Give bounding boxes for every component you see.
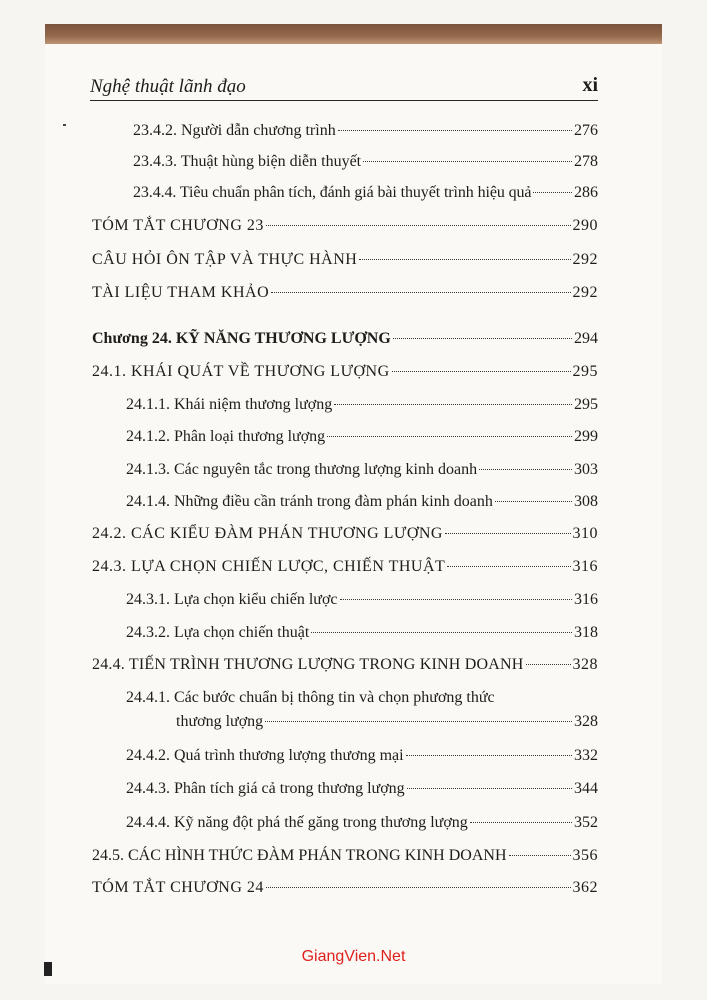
toc-entry-24-2[interactable] <box>92 525 598 543</box>
toc-entry-summary-24[interactable] <box>92 879 598 897</box>
toc-entry-24-4-4[interactable] <box>126 814 598 832</box>
toc-entry-24-3-2[interactable] <box>126 624 598 642</box>
dot-leader <box>265 721 572 722</box>
toc-entry-text: 24.4.4. Kỹ năng đột phá thế găng trong thương lượng <box>126 814 468 831</box>
toc-entry-23-4-3[interactable] <box>133 153 598 171</box>
toc-entry-24-4-3[interactable] <box>126 780 598 798</box>
toc-entry-text: 23.4.2. Người dẫn chương trình <box>133 122 336 139</box>
toc-entry-24-4[interactable] <box>92 656 598 674</box>
toc-entry-24-1-1[interactable] <box>126 396 598 414</box>
toc-entry-text: TÀI LIỆU THAM KHẢO <box>92 284 270 301</box>
toc-entry-page: 352 <box>574 814 598 831</box>
toc-entry-text: 24.4. TIẾN TRÌNH THƯƠNG LƯỢNG TRONG KINH DOANH <box>92 656 524 673</box>
dot-leader <box>392 371 571 372</box>
toc-entry-text: 24.3. LỰA CHỌN CHIẾN LƯỢC, CHIẾN THUẬT <box>92 558 446 575</box>
toc-entry-text: 24.3.2. Lựa chọn chiến thuật <box>126 624 310 641</box>
toc-entry-text: 24.5. CÁC HÌNH THỨC ĐÀM PHÁN TRONG KINH DOANH <box>92 847 507 864</box>
toc-entry-summary-23[interactable] <box>92 217 598 235</box>
dot-leader <box>447 566 570 567</box>
toc-entry-24-1[interactable] <box>92 363 598 381</box>
toc-entry-24-3[interactable] <box>92 558 598 576</box>
toc-entry-page: 295 <box>572 363 598 380</box>
toc-entry-23-4-4[interactable] <box>133 184 598 202</box>
toc-entry-24-4-1-line1: 24.4.1. Các bước chuẩn bị thông tin và chọn phương thức <box>126 689 495 706</box>
dot-leader <box>266 887 571 888</box>
toc-entry-page: 292 <box>572 251 598 268</box>
toc-entry-text: 24.1.1. Khái niệm thương lượng <box>126 396 333 413</box>
toc-entry-24-1-4[interactable] <box>126 493 598 511</box>
toc-entry-text: 24.3.1. Lựa chọn kiểu chiến lược <box>126 591 338 608</box>
toc-entry-text: 24.4.2. Quá trình thương lượng thương mại <box>126 747 404 764</box>
toc-entry-24-4-2[interactable] <box>126 747 598 765</box>
toc-entry-page: 290 <box>572 217 598 234</box>
dot-leader <box>495 501 572 502</box>
toc-entry-text: 24.1.2. Phân loại thương lượng <box>126 428 326 445</box>
toc-entry-page: 318 <box>574 624 598 641</box>
dot-leader <box>363 161 572 162</box>
dot-leader <box>359 259 570 260</box>
dot-leader <box>340 599 572 600</box>
dot-leader <box>406 755 572 756</box>
dot-leader <box>266 225 571 226</box>
dot-leader <box>526 664 571 665</box>
toc-entry-page: 294 <box>574 330 598 347</box>
toc-entry-text: 24.1.4. Những điều cần tránh trong đàm phán kinh doanh <box>126 493 493 510</box>
dot-leader <box>338 130 572 131</box>
toc-entry-page: 276 <box>574 122 598 139</box>
dot-leader <box>509 855 571 856</box>
toc-entry-page: 292 <box>572 284 598 301</box>
toc-entry-page: 356 <box>572 847 598 864</box>
toc-entry-24-1-3[interactable] <box>126 461 598 479</box>
running-header <box>90 74 598 101</box>
toc-entry-page: 303 <box>574 461 598 478</box>
scan-speck <box>63 124 66 126</box>
toc-entry-review-questions[interactable] <box>92 251 598 269</box>
toc-entry-text: 24.1.3. Các nguyên tắc trong thương lượng kinh doanh <box>126 461 478 478</box>
toc-entry-page: 328 <box>572 656 598 673</box>
toc-entry-page: 362 <box>572 879 598 896</box>
dot-leader <box>533 192 572 193</box>
toc-entry-page: 295 <box>574 396 598 413</box>
toc-entry-page: 308 <box>574 493 598 510</box>
dot-leader <box>407 788 572 789</box>
page-number: xi <box>582 74 598 96</box>
watermark: GiangVien.Net <box>301 948 406 965</box>
toc-entry-references[interactable] <box>92 284 598 302</box>
toc-entry-page: 299 <box>574 428 598 445</box>
toc-entry-text: 23.4.3. Thuật hùng biện diễn thuyết <box>133 153 362 170</box>
toc-entry-text: 24.1. KHÁI QUÁT VỀ THƯƠNG LƯỢNG <box>92 363 390 380</box>
toc-entry-page: 310 <box>572 525 598 542</box>
scan-mark <box>44 962 52 976</box>
toc-entry-text: 23.4.4. Tiêu chuẩn phân tích, đánh giá bài thuyết trình hiệu quả <box>133 184 532 201</box>
toc-entry-page: 344 <box>574 780 598 797</box>
dot-leader <box>311 632 572 633</box>
dot-leader <box>271 292 570 293</box>
book-title: Nghệ thuật lãnh đạo <box>90 76 246 97</box>
toc-entry-text: TÓM TẮT CHƯƠNG 24 <box>92 879 264 896</box>
dot-leader <box>445 533 571 534</box>
toc-entry-page: 328 <box>574 713 598 730</box>
toc-entry-24-1-2[interactable] <box>126 428 598 446</box>
toc-entry-page: 316 <box>572 558 598 575</box>
scan-edge <box>45 24 662 44</box>
toc-entry-24-4-1[interactable] <box>176 713 598 731</box>
toc-entry-page: 278 <box>574 153 598 170</box>
toc-entry-text: TÓM TẮT CHƯƠNG 23 <box>92 217 264 234</box>
dot-leader <box>393 338 572 339</box>
toc-entry-24-5[interactable] <box>92 847 598 865</box>
toc-entry-page: 286 <box>574 184 598 201</box>
dot-leader <box>479 469 572 470</box>
toc-entry-23-4-2[interactable] <box>133 122 598 140</box>
toc-entry-text: 24.4.3. Phân tích giá cả trong thương lượng <box>126 780 405 797</box>
toc-entry-chapter-24[interactable] <box>92 330 598 348</box>
toc-entry-text: Chương 24. KỸ NĂNG THƯƠNG LƯỢNG <box>92 330 391 347</box>
dot-leader <box>327 436 572 437</box>
dot-leader <box>470 822 572 823</box>
toc-entry-24-3-1[interactable] <box>126 591 598 609</box>
toc-entry-text: 24.2. CÁC KIỂU ĐÀM PHÁN THƯƠNG LƯỢNG <box>92 525 443 542</box>
toc-entry-text: thương lượng <box>176 713 264 730</box>
dot-leader <box>334 404 572 405</box>
toc-entry-page: 316 <box>574 591 598 608</box>
toc-entry-page: 332 <box>574 747 598 764</box>
toc-entry-text: CÂU HỎI ÔN TẬP VÀ THỰC HÀNH <box>92 251 358 268</box>
